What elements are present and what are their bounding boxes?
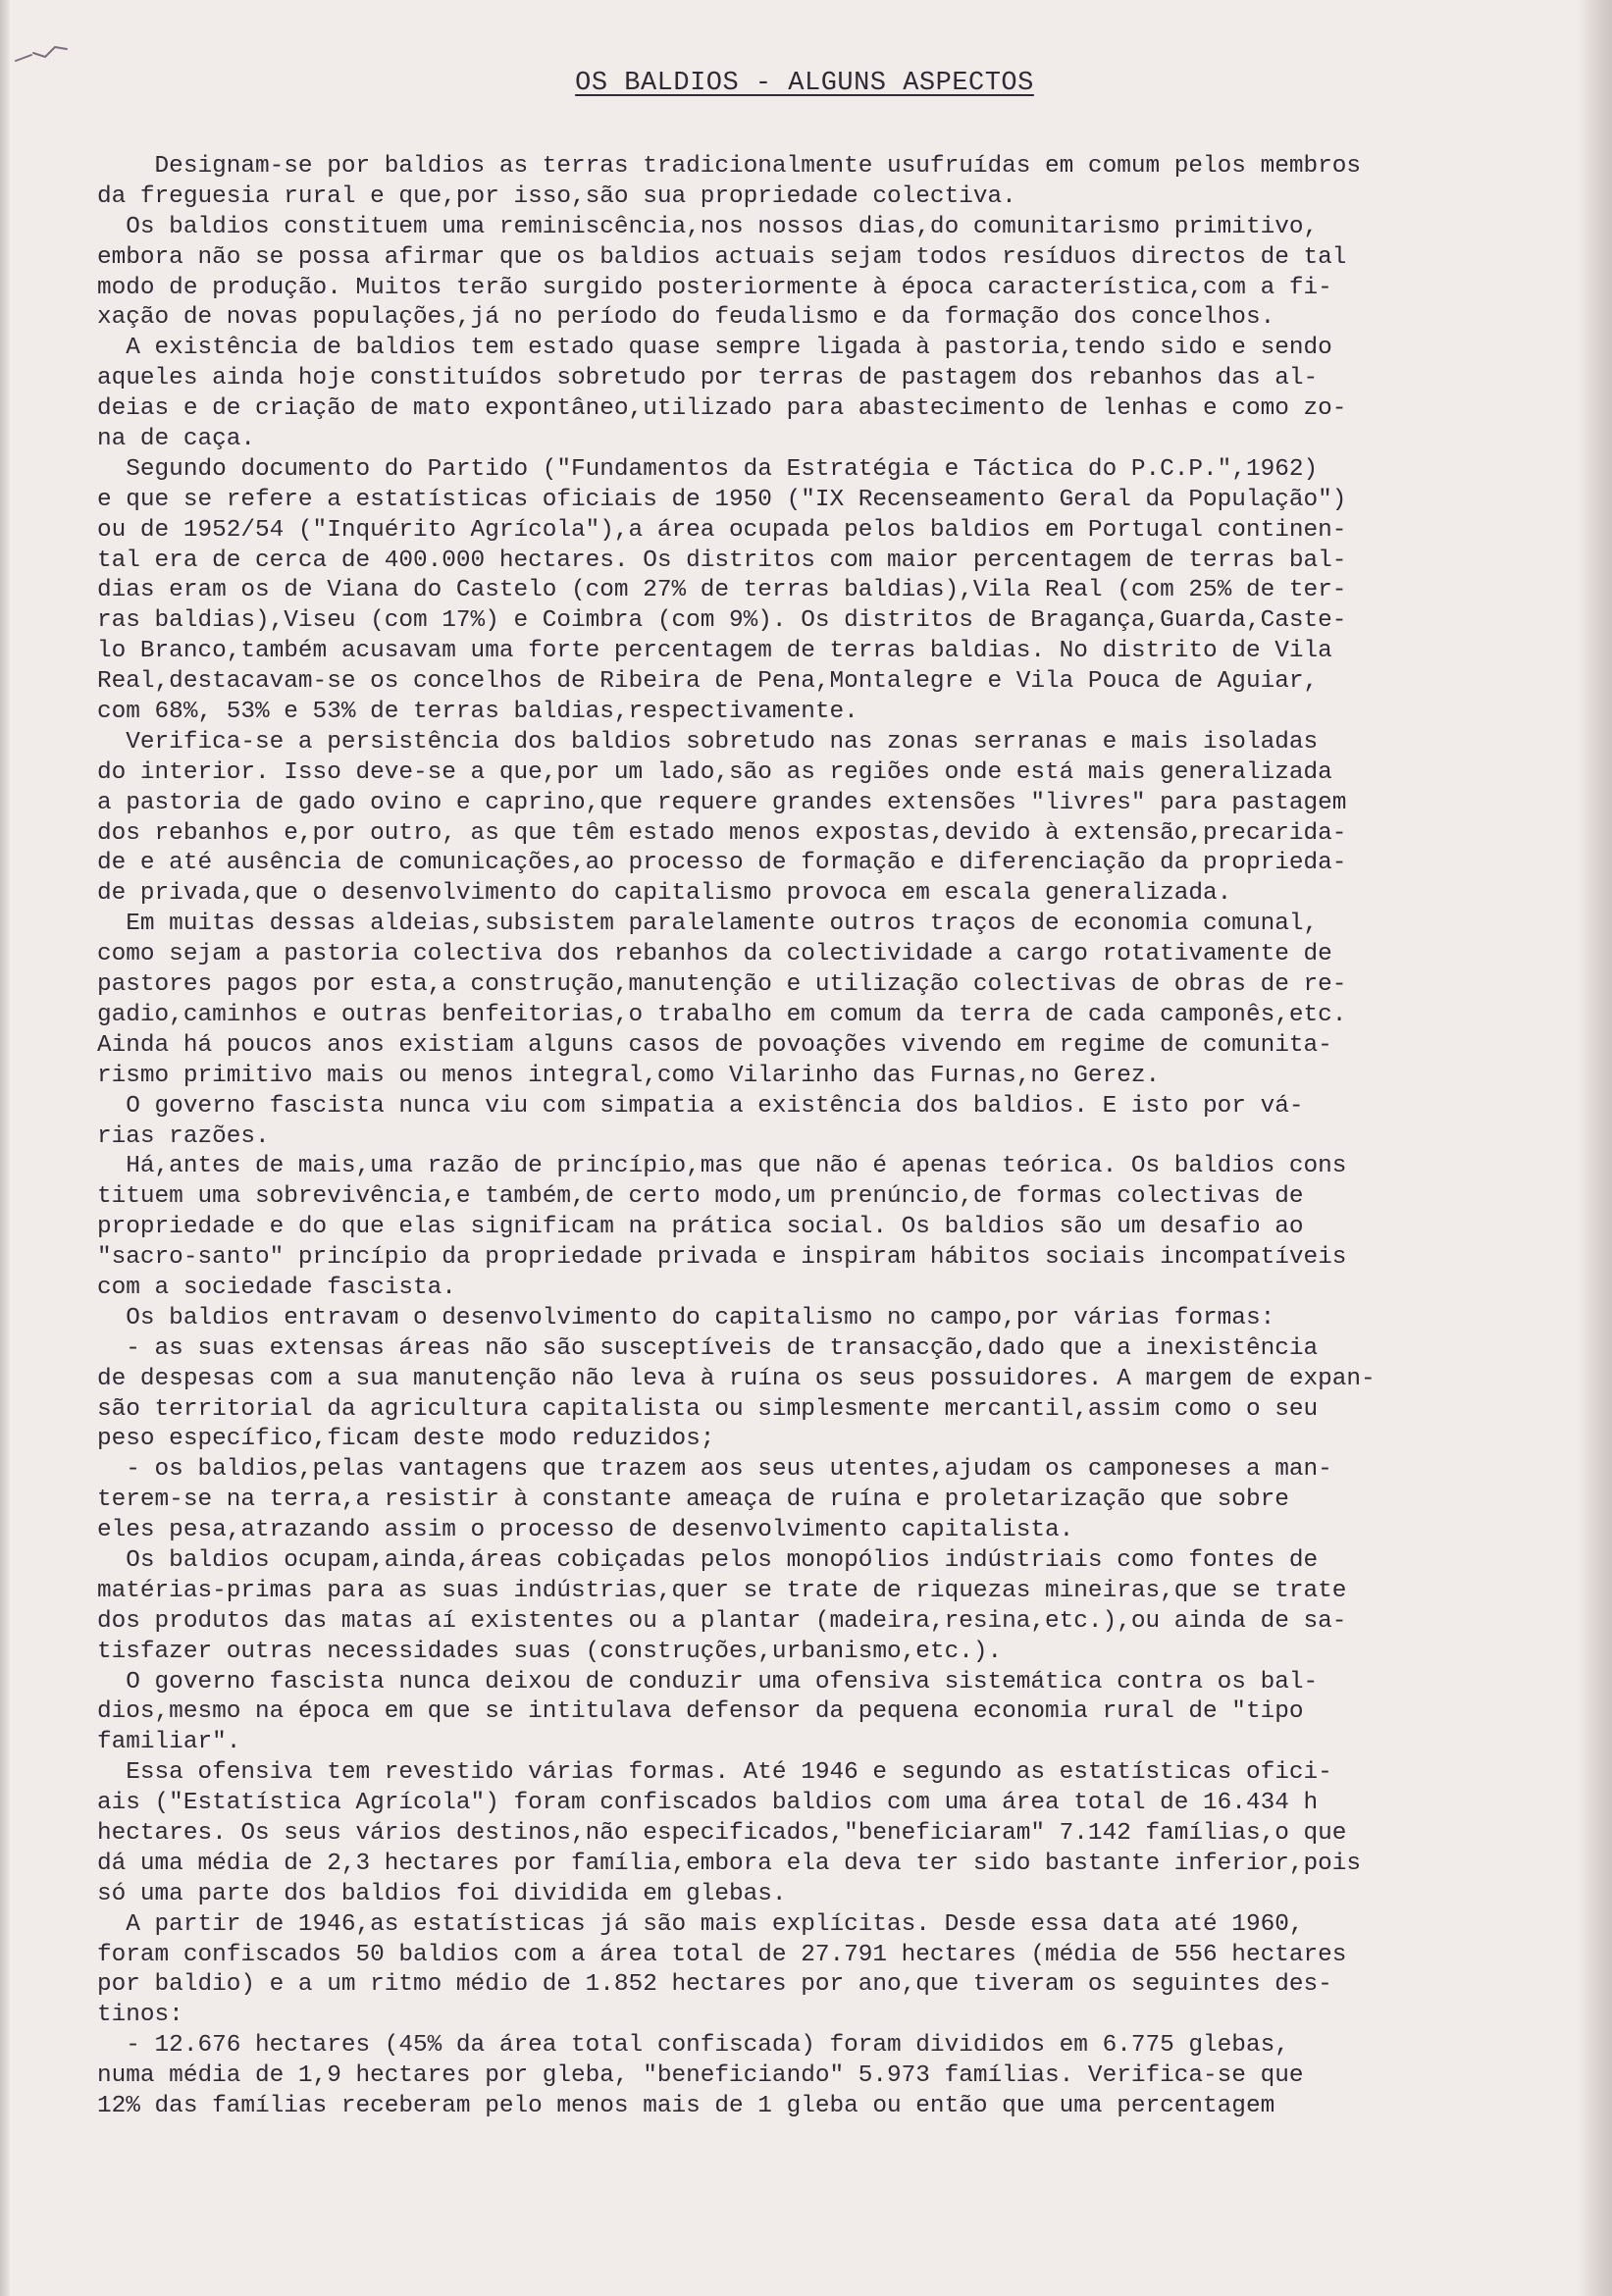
text-line: dos produtos das matas aí existentes ou a plantar (madeira,resina,etc.),ou ainda de sa- <box>97 1607 1347 1635</box>
text-line: A existência de baldios tem estado quase sempre ligada à pastoria,tendo sido e sendo <box>97 335 1332 362</box>
text-line: ras baldias),Viseu (com 17%) e Coimbra (com 9%). Os distritos de Bragança,Guarda,Caste- <box>97 607 1347 635</box>
document-title: OS BALDIOS - ALGUNS ASPECTOS <box>575 69 1034 98</box>
document-body <box>97 152 1544 2122</box>
text-line: lo Branco,também acusavam uma forte percentagem de terras baldias. No distrito de Vila <box>97 638 1332 665</box>
text-line: familiar". <box>97 1729 241 1756</box>
text-line: A partir de 1946,as estatísticas já são mais explícitas. Desde essa data até 1960, <box>97 1910 1304 1938</box>
text-line: e que se refere a estatísticas oficiais de 1950 ("IX Recenseamento Geral da População") <box>97 486 1347 513</box>
text-line: a pastoria de gado ovino e caprino,que requere grandes extensões "livres" para pastagem <box>97 789 1347 816</box>
text-line: Os baldios ocupam,ainda,áreas cobiçadas pelos monopólios indústriais como fontes de <box>97 1546 1319 1574</box>
text-line: tisfazer outras necessidades suas (construções,urbanismo,etc.). <box>97 1638 1003 1665</box>
text-line: de despesas com a sua manutenção não leva à ruína os seus possuidores. A margem de expan- <box>97 1365 1376 1392</box>
text-line: pastores pagos por esta,a construção,manutenção e utilização colectivas de obras de re- <box>97 971 1347 999</box>
text-line: Essa ofensiva tem revestido várias formas. Até 1946 e segundo as estatísticas ofici- <box>97 1759 1332 1787</box>
text-line: embora não se possa afirmar que os baldios actuais sejam todos resíduos directos de tal <box>97 243 1347 271</box>
text-line: - os baldios,pelas vantagens que trazem aos seus utentes,ajudam os camponeses a man- <box>97 1456 1332 1484</box>
page-right-shadow <box>1577 0 1612 2296</box>
text-line: Real,destacavam-se os concelhos de Ribeira de Pena,Montalegre e Vila Pouca de Aguiar, <box>97 668 1319 696</box>
text-line: dos rebanhos e,por outro, as que têm estado menos expostas,devido à extensão,precarida- <box>97 819 1347 847</box>
text-line: matérias-primas para as suas indústrias,quer se trate de riquezas mineiras,que se trate <box>97 1577 1347 1604</box>
text-line: modo de produção. Muitos terão surgido posteriormente à época característica,com a fi- <box>97 274 1332 301</box>
text-line: Verifica-se a persistência dos baldios sobretudo nas zonas serranas e mais isoladas <box>97 728 1319 756</box>
text-line: com a sociedade fascista. <box>97 1274 456 1301</box>
text-line: ais ("Estatística Agrícola") foram confiscados baldios com uma área total de 16.434 h <box>97 1790 1319 1817</box>
text-line: por baldio) e a um ritmo médio de 1.852 hectares por ano,que tiveram os seguintes des- <box>97 1971 1332 1999</box>
text-line: hectares. Os seus vários destinos,não especificados,"beneficiaram" 7.142 famílias,o que <box>97 1819 1347 1847</box>
text-line: - 12.676 hectares (45% da área total confiscada) foram divididos em 6.775 glebas, <box>97 2032 1289 2060</box>
text-line: terem-se na terra,a resistir à constante ameaça de ruína e proletarização que sobre <box>97 1487 1289 1514</box>
text-line: - as suas extensas áreas não são susceptíveis de transacção,dado que a inexistência <box>97 1334 1319 1362</box>
page-left-shadow <box>0 0 10 2296</box>
text-line: dá uma média de 2,3 hectares por família,embora ela deva ter sido bastante inferior,pois <box>97 1850 1362 1877</box>
text-line: O governo fascista nunca deixou de conduzir uma ofensiva sistemática contra os bal- <box>97 1668 1319 1696</box>
text-line: O governo fascista nunca viu com simpatia a existência dos baldios. E isto por vá- <box>97 1092 1304 1120</box>
text-line: de e até ausência de comunicações,ao processo de formação e diferenciação da proprieda- <box>97 850 1347 877</box>
text-line: 12% das famílias receberam pelo menos mais de 1 gleba ou então que uma percentagem <box>97 2093 1275 2119</box>
text-line: Designam-se por baldios as terras tradicionalmente usufruídas em comum pelos membros <box>97 153 1362 180</box>
text-line: "sacro-santo" princípio da propriedade privada e inspiram hábitos sociais incompatíveis <box>97 1244 1347 1272</box>
pen-mark-icon <box>12 37 80 67</box>
text-line: rias razões. <box>97 1122 270 1150</box>
text-line: gadio,caminhos e outras benfeitorias,o trabalho em comum da terra de cada camponês,etc. <box>97 1001 1347 1028</box>
text-line: só uma parte dos baldios foi dividida em glebas. <box>97 1880 787 1907</box>
text-line: Em muitas dessas aldeias,subsistem paralelamente outros traços de economia comunal, <box>97 911 1319 938</box>
text-line: propriedade e do que elas significam na prática social. Os baldios são um desafio ao <box>97 1214 1304 1241</box>
text-line: deias e de criação de mato expontâneo,utilizado para abastecimento de lenhas e como zo- <box>97 395 1347 423</box>
text-line: rismo primitivo mais ou menos integral,como Vilarinho das Furnas,no Gerez. <box>97 1062 1161 1089</box>
text-line: Há,antes de mais,uma razão de princípio,mas que não é apenas teórica. Os baldios cons <box>97 1153 1347 1180</box>
text-line: Segundo documento do Partido ("Fundamentos da Estratégia e Táctica do P.C.P.",1962) <box>97 455 1319 483</box>
text-line: numa média de 1,9 hectares por gleba, "beneficiando" 5.973 famílias. Verifica-se que <box>97 2062 1304 2090</box>
text-line: peso específico,ficam deste modo reduzidos; <box>97 1426 715 1453</box>
text-line: tituem uma sobrevivência,e também,de certo modo,um prenúncio,de formas colectivas de <box>97 1183 1304 1211</box>
text-line: dios,mesmo na época em que se intitulava defensor da pequena economia rural de "tipo <box>97 1698 1304 1726</box>
text-line: de privada,que o desenvolvimento do capitalismo provoca em escala generalizada. <box>97 880 1232 908</box>
text-line: da freguesia rural e que,por isso,são sua propriedade colectiva. <box>97 183 1016 210</box>
text-line: dias eram os de Viana do Castelo (com 27% de terras baldias),Vila Real (com 25% de ter- <box>97 577 1347 604</box>
text-line: Ainda há poucos anos existiam alguns casos de povoações vivendo em regime de comunita- <box>97 1031 1332 1059</box>
text-line: ou de 1952/54 ("Inquérito Agrícola"),a área ocupada pelos baldios em Portugal continen- <box>97 516 1347 544</box>
text-line: Os baldios entravam o desenvolvimento do capitalismo no campo,por várias formas: <box>97 1304 1275 1331</box>
text-line: aqueles ainda hoje constituídos sobretudo por terras de pastagem dos rebanhos das al- <box>97 365 1319 392</box>
text-line: tinos: <box>97 2002 183 2029</box>
text-line: Os baldios constituem uma reminiscência,nos nossos dias,do comunitarismo primitivo, <box>97 213 1319 240</box>
text-line: com 68%, 53% e 53% de terras baldias,respectivamente. <box>97 699 858 726</box>
text-line: na de caça. <box>97 426 256 453</box>
text-line: são territorial da agricultura capitalista ou simplesmente mercantil,assim como o seu <box>97 1395 1319 1423</box>
text-line: tal era de cerca de 400.000 hectares. Os distritos com maior percentagem de terras bal- <box>97 547 1347 574</box>
text-line: eles pesa,atrazando assim o processo de desenvolvimento capitalista. <box>97 1517 1074 1544</box>
text-line: xação de novas populações,já no período do feudalismo e da formação dos concelhos. <box>97 304 1275 332</box>
text-line: como sejam a pastoria colectiva dos rebanhos da colectividade a cargo rotativamente de <box>97 941 1332 968</box>
text-line: do interior. Isso deve-se a que,por um lado,são as regiões onde está mais generalizada <box>97 758 1332 786</box>
text-line: foram confiscados 50 baldios com a área total de 27.791 hectares (média de 556 hectares <box>97 1941 1347 1968</box>
